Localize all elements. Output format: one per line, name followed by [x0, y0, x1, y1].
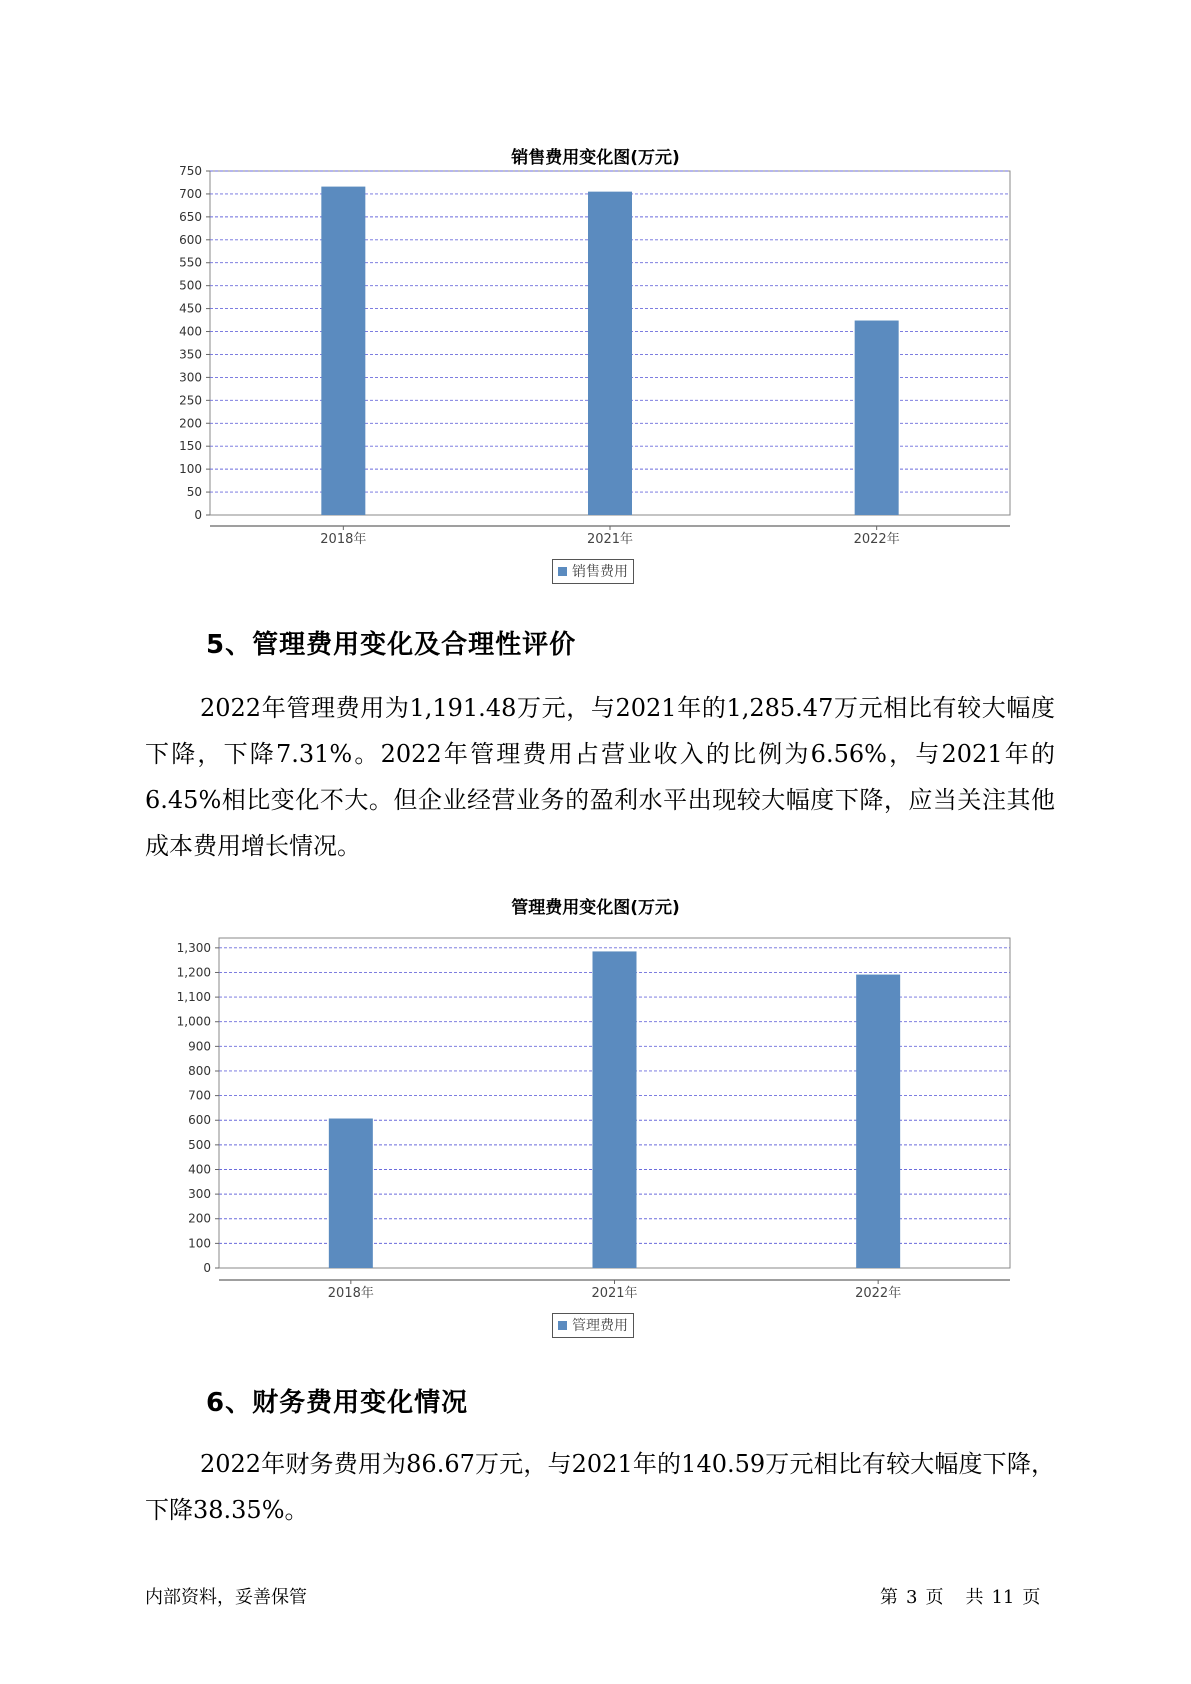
- x-tick-label: 2021年: [586, 532, 634, 547]
- y-tick-label: 550: [179, 255, 202, 270]
- page-prefix: 第: [880, 1587, 898, 1608]
- x-tick-label: 2018年: [327, 1286, 374, 1301]
- total-prefix: 共: [965, 1587, 984, 1608]
- page-current: 3: [906, 1587, 918, 1608]
- y-tick-label: 500: [179, 278, 202, 293]
- y-tick-label: 1,100: [176, 990, 211, 1005]
- chart-legend-admin: [552, 1313, 634, 1338]
- y-tick-label: 650: [179, 209, 202, 224]
- y-tick-label: 200: [188, 1211, 211, 1226]
- y-tick-label: 400: [188, 1162, 211, 1177]
- y-tick-label: 700: [179, 186, 202, 201]
- x-tick-label: 2018年: [320, 532, 367, 547]
- y-tick-label: 1,200: [176, 965, 211, 980]
- sales-expense-chart: [0, 160, 1191, 690]
- y-tick-label: 250: [179, 393, 202, 408]
- chart-title-sales: 销售费用变化图(万元): [511, 148, 680, 168]
- y-tick-label: 350: [179, 347, 202, 362]
- bar: [588, 192, 632, 515]
- y-tick-label: 800: [188, 1063, 211, 1078]
- x-tick-label: 2022年: [853, 532, 900, 547]
- section-heading-6: 6、财务费用变化情况: [206, 1388, 469, 1418]
- y-tick-label: 200: [179, 416, 202, 431]
- bar: [329, 1119, 373, 1268]
- y-tick-label: 150: [179, 439, 202, 454]
- section-paragraph-5: [145, 685, 1055, 869]
- section-paragraph-6: [145, 1441, 1055, 1533]
- y-tick-label: 300: [188, 1187, 211, 1202]
- y-tick-label: 100: [188, 1236, 211, 1251]
- y-tick-label: 600: [179, 232, 202, 247]
- chart-legend-sales: [552, 559, 634, 584]
- x-tick-label: 2022年: [855, 1286, 902, 1301]
- paragraph-text: 2022年财务费用为86.67万元，与2021年的140.59万元相比有较大幅度下降，下降38.35%。: [145, 1450, 1055, 1524]
- bar: [321, 187, 365, 515]
- y-tick-label: 750: [179, 164, 202, 178]
- legend-swatch: [558, 567, 567, 576]
- y-tick-label: 300: [179, 370, 202, 385]
- page-total: 11: [991, 1587, 1015, 1608]
- section-heading-5: 5、管理费用变化及合理性评价: [206, 630, 577, 660]
- bar: [856, 975, 900, 1268]
- y-tick-label: 600: [188, 1113, 211, 1128]
- y-tick-label: 100: [179, 462, 202, 477]
- x-tick-label: 2021年: [591, 1286, 638, 1301]
- paragraph-text: 2022年管理费用为1,191.48万元，与2021年的1,285.47万元相比有较大幅度下降，下降7.31%。2022年管理费用占营业收入的比例为6.56%，与2021年的6.45%相比变化不大。但企业经营业务的盈利水平出现较大幅度下降，应当关注其他成本费用增长情况。: [145, 694, 1055, 860]
- y-tick-label: 500: [188, 1137, 211, 1152]
- page-unit: 页: [925, 1587, 944, 1608]
- chart-title-admin: 管理费用变化图(万元): [511, 898, 680, 918]
- y-tick-label: 50: [186, 485, 202, 500]
- bar: [593, 951, 637, 1268]
- legend-swatch: [558, 1321, 567, 1330]
- y-tick-label: 400: [179, 324, 202, 339]
- y-tick-label: 1,300: [176, 940, 211, 955]
- admin-expense-chart: [0, 925, 1191, 1325]
- y-tick-label: 450: [179, 301, 202, 316]
- legend-label: 管理费用: [572, 1318, 628, 1334]
- y-tick-label: 0: [203, 1261, 211, 1275]
- footer-page-number: [880, 1583, 1048, 1609]
- y-tick-label: 1,000: [176, 1014, 211, 1029]
- legend-label: 销售费用: [572, 564, 628, 580]
- bar: [855, 321, 899, 515]
- y-tick-label: 900: [188, 1039, 211, 1054]
- footer-confidential: 内部资料，妥善保管: [145, 1587, 307, 1608]
- y-tick-label: 700: [188, 1088, 211, 1103]
- y-tick-label: 0: [194, 508, 202, 522]
- total-unit: 页: [1022, 1587, 1041, 1608]
